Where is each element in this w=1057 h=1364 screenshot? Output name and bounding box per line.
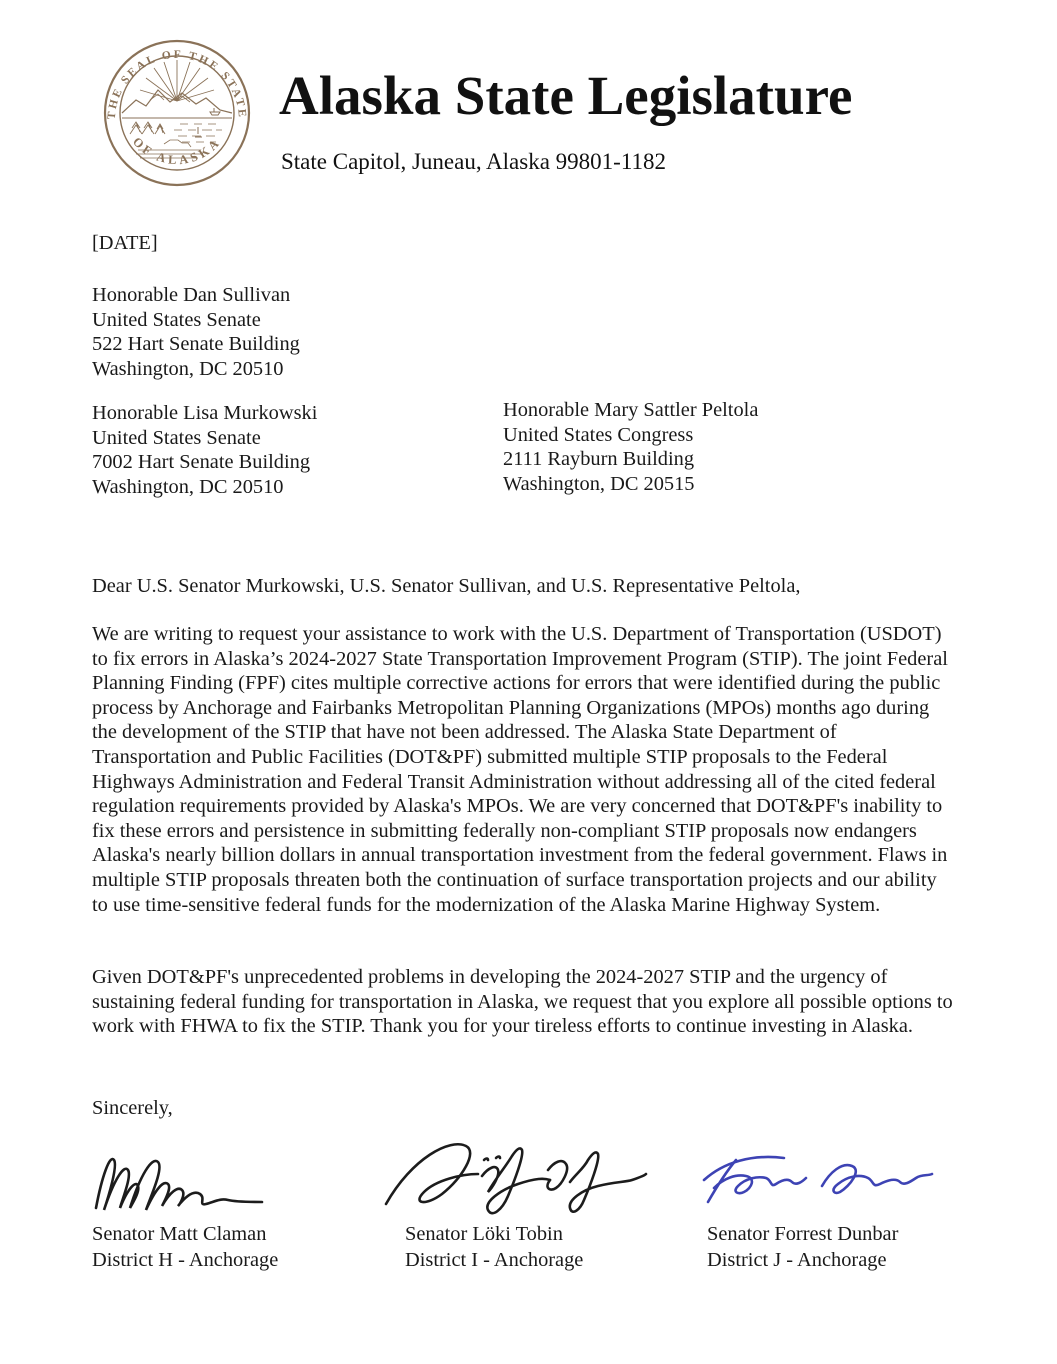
signature-block-tobin: [405, 1222, 583, 1273]
signature-forrest-dunbar: [700, 1150, 936, 1208]
signature-block-claman: [92, 1222, 278, 1273]
recipient-address-sullivan: [92, 283, 300, 381]
closing: Sincerely,: [92, 1097, 173, 1119]
address-line: Washington, DC 20510: [92, 357, 284, 380]
signer-district: District I - Anchorage: [405, 1248, 584, 1271]
salutation: Dear U.S. Senator Murkowski, U.S. Senator Sullivan, and U.S. Representative Peltola,: [92, 575, 801, 597]
address-line: 2111 Rayburn Building: [503, 448, 695, 471]
address-line: United States Congress: [503, 423, 694, 446]
letterhead-title: Alaska State Legislature: [279, 65, 853, 126]
address-line: Honorable Lisa Murkowski: [92, 402, 318, 424]
seal-top-text: THE SEAL OF THE STATE: [105, 48, 249, 120]
address-line: Honorable Dan Sullivan: [92, 284, 291, 306]
address-line: United States Senate: [92, 308, 261, 331]
date-placeholder: [DATE]: [92, 232, 158, 254]
address-line: 7002 Hart Senate Building: [92, 451, 311, 474]
signature-block-dunbar: [707, 1222, 898, 1273]
seal-bottom-text: OF ALASKA: [129, 134, 224, 168]
signature-loki-tobin: [378, 1130, 650, 1224]
signature-matt-claman: [90, 1146, 290, 1220]
address-line: Honorable Mary Sattler Peltola: [503, 399, 759, 421]
signer-district: District J - Anchorage: [707, 1248, 887, 1271]
recipient-address-murkowski: [92, 401, 317, 499]
signer-name: Senator Löki Tobin: [405, 1223, 563, 1245]
body-paragraph-2: Given DOT&PF's unprecedented problems in developing the 2024-2027 STIP and the urgency of sustaining federal funding for transportation in Alaska, we request that you explore all possible options to work with FHWA to fix the STIP. Thank you for your tireless efforts to continue investing in Alaska.: [92, 966, 953, 1038]
address-line: Washington, DC 20515: [503, 472, 695, 495]
address-line: Washington, DC 20510: [92, 475, 284, 498]
signer-name: Senator Matt Claman: [92, 1223, 267, 1245]
recipient-address-peltola: [503, 398, 758, 496]
address-line: 522 Hart Senate Building: [92, 333, 300, 356]
address-line: United States Senate: [92, 426, 261, 449]
alaska-state-seal-icon: [102, 38, 252, 188]
body-paragraph-1: We are writing to request your assistance to work with the U.S. Department of Transportation (USDOT) to fix errors in Alaska’s 2024-2027 State Transportation Improvement Program (STIP). The joint Federal Planning Finding (FPF) cites multiple corrective actions for errors that were identified during the public process by Anchorage and Fairbanks Metropolitan Planning Organizations (MPOs) months ago during the development of the STIP that have not been addressed. The Alaska State Department of Transportation and Public Facilities (DOT&PF) submitted multiple STIP proposals to the Federal Highways Administration and Federal Transit Administration without addressing all of the cited federal regulation requirements provided by Alaska's MPOs. We are very concerned that DOT&PF's inability to fix these errors and persistence in submitting federally non-compliant STIP proposals now endangers Alaska's nearly billion dollars in annual transportation investment from the federal government. Flaws in multiple STIP proposals threaten both the continuation of surface transportation projects and our ability to use time-sensitive federal funds for the modernization of the Alaska Marine Highway System.: [92, 623, 948, 916]
signer-name: Senator Forrest Dunbar: [707, 1223, 899, 1245]
letterhead-address: State Capitol, Juneau, Alaska 99801-1182: [281, 149, 666, 174]
signer-district: District H - Anchorage: [92, 1248, 279, 1271]
